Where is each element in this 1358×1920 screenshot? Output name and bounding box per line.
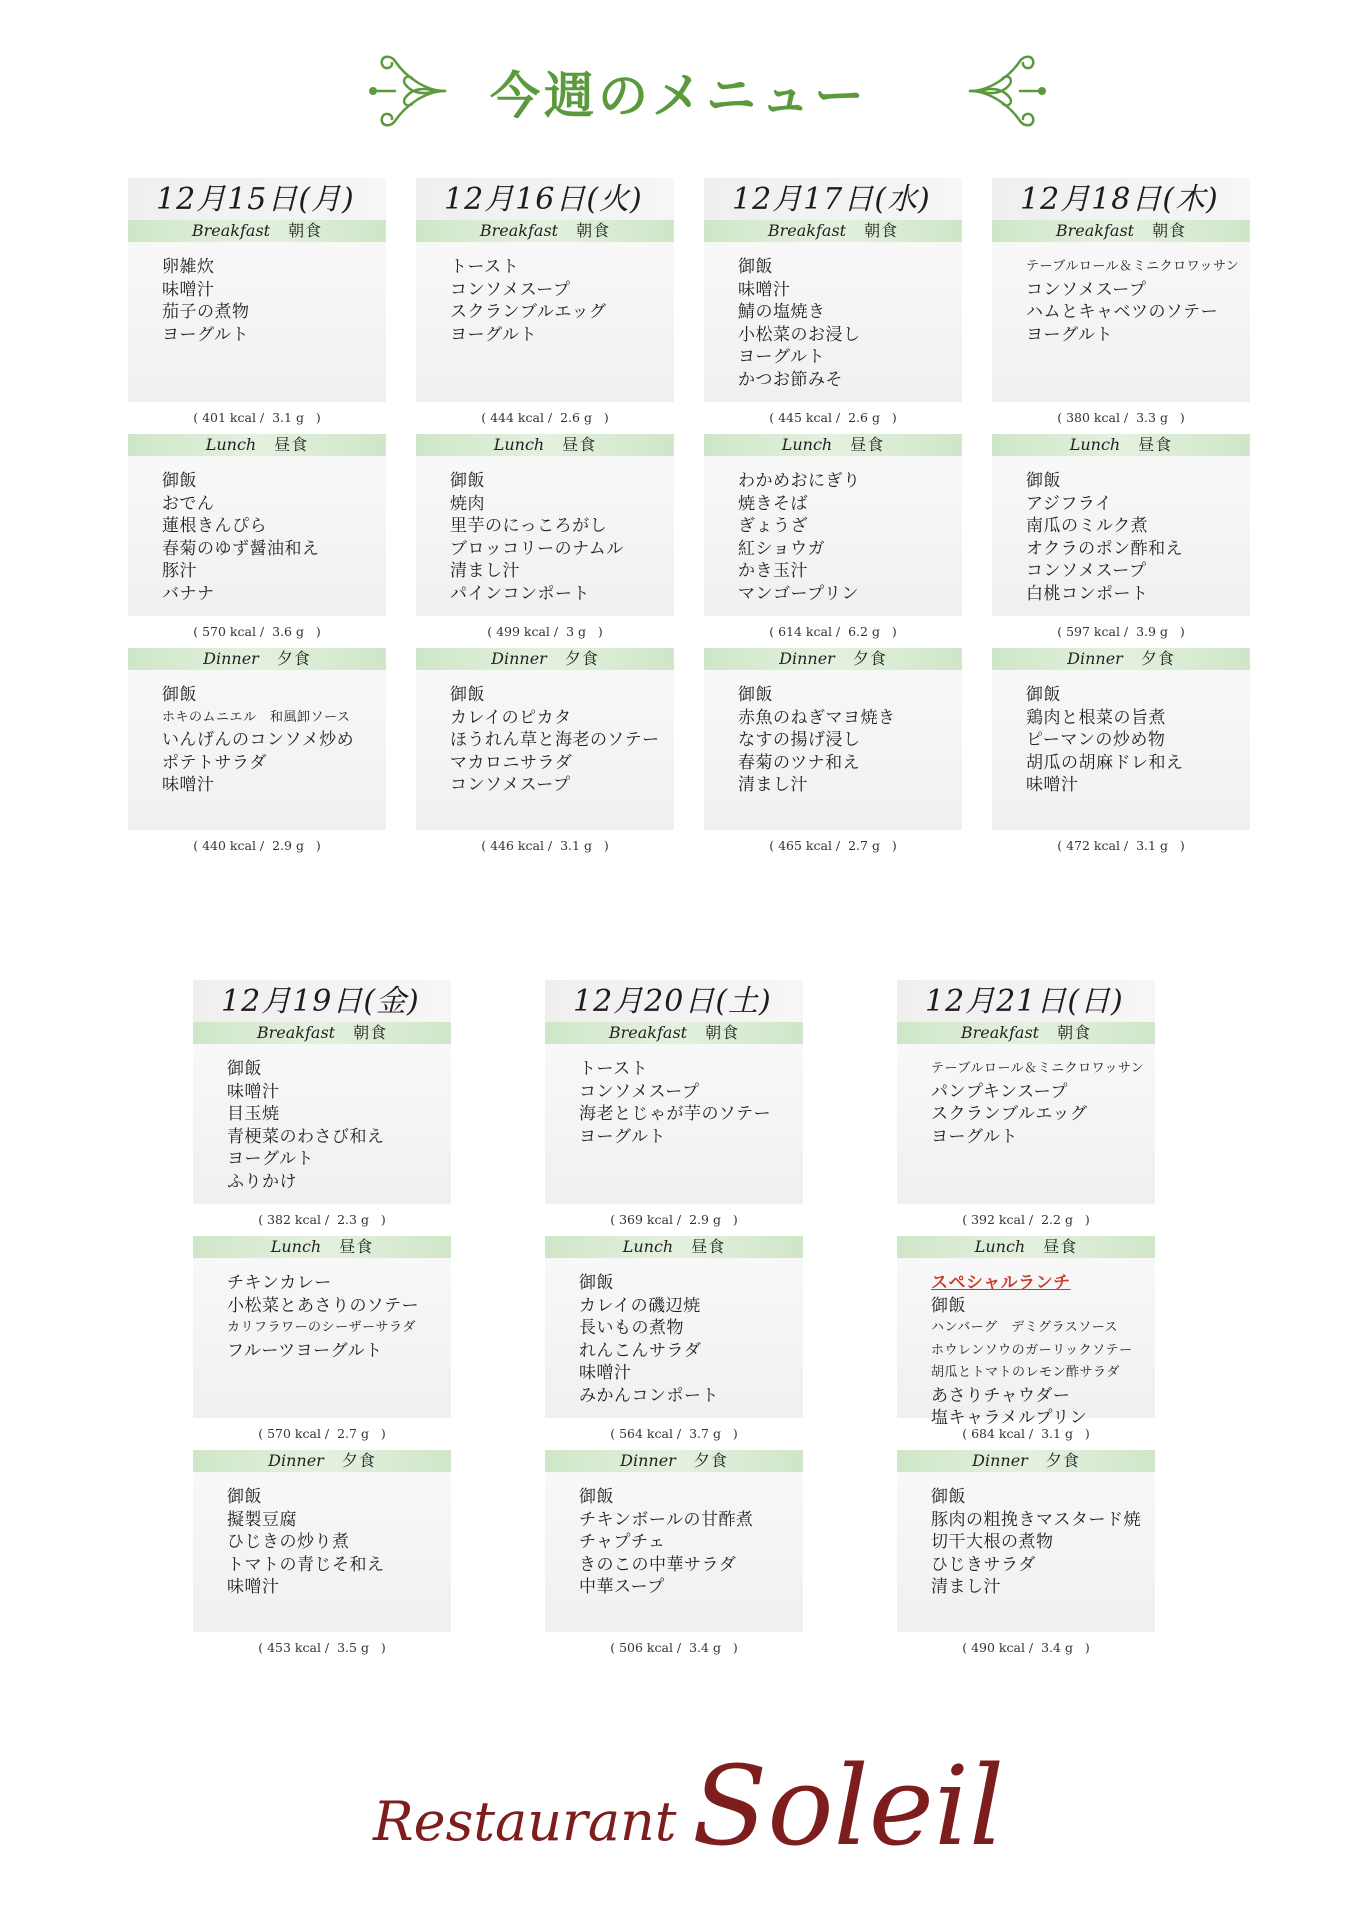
restaurant-logo [0,1742,1358,1872]
salt: 3.9 g [1136,624,1168,639]
menu-item: テーブルロール＆ミニクロワッサン [931,1061,1145,1076]
menu-item: 味噌汁 [227,1577,280,1597]
meal-name-en: Breakfast [1055,221,1135,240]
menu-item: れんこんサラダ [579,1340,702,1361]
menu-item: パインコンポート [450,583,590,604]
menu-item: ヨーグルト [227,1149,314,1169]
meal-name-en: Lunch [1069,435,1121,454]
menu-item: コンソメスープ [450,279,571,300]
menu-item: 春菊のツナ和え [738,752,861,773]
meal-items [897,1472,1155,1632]
page-header [0,38,1358,138]
menu-item: きのこの中華サラダ [579,1554,737,1575]
menu-item: カレイの磯辺焼 [579,1295,701,1316]
menu-item: 御飯 [227,1059,262,1079]
menu-item: 御飯 [738,257,773,277]
page-title: 今週のメニュー [490,66,868,125]
menu-item: 塩キャラメルプリン [931,1408,1088,1428]
menu-item: ホキのムニエル 和風卸ソース [162,709,351,725]
meal-name-en: Breakfast [191,221,271,240]
day-card [128,178,386,862]
salt: 2.9 g [689,1212,721,1227]
menu-item: チキンカレー [227,1273,332,1293]
meal-name-jp: 夕食 [564,649,599,668]
salt: 3.5 g [337,1640,369,1655]
calories: 440 kcal [202,838,256,853]
nutrition-info: ( 392 kcal / 2.2 g ) [962,1212,1090,1227]
meal-section [992,648,1250,862]
menu-item: コンソメスープ [579,1081,700,1102]
nutrition-info: ( 401 kcal / 3.1 g ) [193,410,321,425]
nutrition-info: ( 684 kcal / 3.1 g ) [962,1426,1090,1441]
meal-name-en: Breakfast [960,1023,1040,1042]
meal-items [897,1044,1155,1204]
menu-item: 味噌汁 [162,775,215,795]
nutrition-info: ( 465 kcal / 2.7 g ) [769,838,897,853]
calories: 446 kcal [490,838,544,853]
menu-item: 御飯 [450,685,485,705]
menu-item: 小松菜のお浸し [738,324,861,345]
menu-item: 茄子の煮物 [162,302,250,322]
meal-section [416,434,674,648]
meal-name-jp: 夕食 [1045,1451,1080,1470]
menu-item: マカロニサラダ [450,752,573,773]
menu-item: 白桃コンポート [1026,583,1149,604]
meal-header [704,220,962,242]
salt: 6.2 g [848,624,880,639]
menu-item: チャプチェ [579,1532,666,1552]
menu-item: ヨーグルト [450,324,537,345]
meal-items [193,1472,451,1632]
menu-item: ヨーグルト [162,324,249,345]
meal-name-en: Breakfast [479,221,559,240]
menu-item: ホウレンソウのガーリックソテー [931,1342,1133,1358]
meal-header [545,1236,803,1258]
nutrition-info: ( 506 kcal / 3.4 g ) [610,1640,738,1655]
meal-section [992,220,1250,434]
meal-section [193,1022,451,1236]
nutrition-info: ( 444 kcal / 2.6 g ) [481,410,609,425]
menu-item: 味噌汁 [579,1363,632,1383]
menu-item: 紅ショウガ [738,538,826,559]
ornament-right-icon [960,46,1050,136]
menu-item: 味噌汁 [227,1081,280,1102]
menu-item: 南瓜のミルク煮 [1026,516,1149,536]
menu-item: フルーツヨーグルト [227,1340,383,1361]
calories: 570 kcal [202,624,256,639]
menu-item: コンソメスープ [1026,279,1147,300]
menu-item: ひじきサラダ [931,1554,1036,1575]
meal-header [128,434,386,456]
salt: 3.1 g [560,838,592,853]
menu-item: 御飯 [1026,471,1061,491]
nutrition-info: ( 453 kcal / 3.5 g ) [258,1640,386,1655]
menu-item: 御飯 [738,685,773,705]
menu-item: 焼きそば [738,493,808,514]
menu-item: 味噌汁 [738,279,791,300]
menu-item: オクラのポン酢和え [1026,538,1184,559]
menu-item: ブロッコリーのナムル [450,538,624,559]
meal-items [897,1258,1155,1428]
menu-item: カリフラワーのシーザーサラダ [227,1320,416,1335]
menu-item: かつお節みそ [738,369,843,390]
meal-section [545,1022,803,1236]
meal-items [992,670,1250,830]
calories: 444 kcal [490,410,544,425]
calories: 465 kcal [778,838,832,853]
calories: 382 kcal [267,1212,321,1227]
salt: 2.3 g [337,1212,369,1227]
menu-item: 切干大根の煮物 [931,1532,1054,1552]
meal-section [416,220,674,434]
meal-items [128,456,386,616]
meal-name-jp: 夕食 [852,649,887,668]
meal-name-jp: 夕食 [276,649,311,668]
calories: 453 kcal [267,1640,321,1655]
calories: 614 kcal [778,624,832,639]
menu-item: コンソメスープ [1026,561,1147,581]
day-date: 12月21日(日) [897,980,1155,1022]
salt: 2.7 g [848,838,880,853]
calories: 369 kcal [619,1212,673,1227]
nutrition-info: ( 369 kcal / 2.9 g ) [610,1212,738,1227]
nutrition-info: ( 446 kcal / 3.1 g ) [481,838,609,853]
day-card [193,980,451,1664]
calories: 445 kcal [778,410,832,425]
meal-header [416,434,674,456]
salt: 3.1 g [272,410,304,425]
meal-items [193,1258,451,1418]
menu-item: アジフライ [1026,493,1113,514]
meal-items [193,1044,451,1204]
meal-name-jp: 朝食 [288,221,323,240]
day-card [897,980,1155,1664]
meal-header [897,1236,1155,1258]
meal-items [545,1258,803,1418]
nutrition-info: ( 380 kcal / 3.3 g ) [1057,410,1185,425]
calories: 564 kcal [619,1426,673,1441]
menu-item: 蓮根きんぴら [162,516,267,536]
menu-item: おでん [162,493,215,514]
meal-header [545,1450,803,1472]
day-card [704,178,962,862]
meal-section [704,220,962,434]
salt: 2.9 g [272,838,304,853]
meal-items [416,456,674,616]
meal-name-jp: 昼食 [691,1237,726,1256]
menu-item: ポテトサラダ [162,752,267,773]
salt: 3.4 g [1041,1640,1073,1655]
meal-name-jp: 昼食 [562,435,597,454]
menu-item: 御飯 [1026,685,1061,705]
menu-item: ぎょうざ [738,516,808,536]
meal-name-jp: 朝食 [864,221,899,240]
meal-header [704,434,962,456]
menu-item: ふりかけ [227,1171,297,1192]
meal-items [545,1472,803,1632]
menu-item: スクランブルエッグ [931,1104,1088,1124]
salt: 3.7 g [689,1426,721,1441]
menu-item: トースト [579,1059,649,1079]
meal-section [704,648,962,862]
meal-header [897,1022,1155,1044]
menu-item: 長いもの煮物 [579,1318,684,1338]
menu-item: ヨーグルト [931,1126,1018,1147]
menu-item: 青梗菜のわさび和え [227,1126,385,1147]
menu-item: チキンボールの甘酢煮 [579,1509,754,1530]
meal-section [897,1236,1155,1450]
nutrition-info: ( 570 kcal / 3.6 g ) [193,624,321,639]
day-date: 12月15日(月) [128,178,386,220]
menu-item: みかんコンポート [579,1385,719,1406]
nutrition-info: ( 490 kcal / 3.4 g ) [962,1640,1090,1655]
meal-name-en: Lunch [622,1237,674,1256]
calories: 472 kcal [1066,838,1120,853]
meal-name-jp: 夕食 [1140,649,1175,668]
menu-item: ヨーグルト [1026,324,1113,345]
meal-header [193,1022,451,1044]
menu-item: わかめおにぎり [738,471,861,491]
meal-name-en: Lunch [493,435,545,454]
meal-items [704,670,962,830]
meal-name-jp: 昼食 [850,435,885,454]
meal-header [992,434,1250,456]
menu-item: 鯖の塩焼き [738,302,826,322]
meal-header [416,648,674,670]
salt: 3.4 g [689,1640,721,1655]
menu-item: ハンバーグ デミグラスソース [931,1320,1119,1335]
menu-item: ひじきの炒り煮 [227,1532,350,1552]
menu-item: 清まし汁 [450,561,520,581]
meal-name-jp: 昼食 [339,1237,374,1256]
menu-item: かき玉汁 [738,561,808,581]
salt: 2.7 g [337,1426,369,1441]
meal-section [193,1236,451,1450]
menu-item: 里芋のにっころがし [450,516,608,536]
logo-restaurant: Restaurant [373,1790,677,1853]
meal-header [128,220,386,242]
day-card [416,178,674,862]
day-card [545,980,803,1664]
meal-name-en: Dinner [268,1451,324,1470]
menu-item: 胡瓜の胡麻ドレ和え [1026,752,1184,773]
menu-item: 小松菜とあさりのソテー [227,1295,420,1316]
menu-item: 擬製豆腐 [227,1509,297,1530]
menu-item: スクランブルエッグ [450,302,607,322]
menu-item: ピーマンの炒め物 [1026,730,1166,750]
meal-name-en: Dinner [972,1451,1028,1470]
salt: 2.6 g [848,410,880,425]
menu-item: 御飯 [579,1273,614,1293]
meal-header [897,1450,1155,1472]
nutrition-info: ( 597 kcal / 3.9 g ) [1057,624,1185,639]
menu-item: 焼肉 [450,493,485,514]
day-date: 12月19日(金) [193,980,451,1022]
meal-name-en: Lunch [781,435,833,454]
meal-name-jp: 朝食 [1152,221,1187,240]
meal-name-en: Dinner [620,1451,676,1470]
menu-item: 中華スープ [579,1577,665,1597]
calories: 506 kcal [619,1640,673,1655]
meal-name-jp: 昼食 [1138,435,1173,454]
meal-name-jp: 昼食 [1043,1237,1078,1256]
meal-header [193,1450,451,1472]
nutrition-info: ( 445 kcal / 2.6 g ) [769,410,897,425]
menu-item: 御飯 [931,1295,966,1316]
menu-item: 御飯 [227,1487,262,1507]
meal-items [128,670,386,830]
meal-items [416,670,674,830]
menu-item: 味噌汁 [162,279,215,300]
meal-section [545,1450,803,1664]
menu-item: 春菊のゆず醤油和え [162,538,320,559]
calories: 570 kcal [267,1426,321,1441]
meal-items [992,242,1250,402]
nutrition-info: ( 472 kcal / 3.1 g ) [1057,838,1185,853]
meal-section [897,1022,1155,1236]
menu-item: 清まし汁 [738,775,808,795]
nutrition-info: ( 440 kcal / 2.9 g ) [193,838,321,853]
meal-items [128,242,386,402]
nutrition-info: ( 564 kcal / 3.7 g ) [610,1426,738,1441]
menu-item: カレイのピカタ [450,707,572,728]
day-card [992,178,1250,862]
day-date: 12月17日(水) [704,178,962,220]
calories: 684 kcal [971,1426,1025,1441]
menu-item: 赤魚のねぎマヨ焼き [738,707,896,728]
salt: 3.3 g [1136,410,1168,425]
salt: 3 g [566,624,586,639]
meal-section [128,648,386,862]
meal-name-jp: 夕食 [341,1451,376,1470]
meal-items [704,242,962,402]
meal-name-en: Dinner [203,649,259,668]
menu-item: いんげんのコンソメ炒め [162,730,355,750]
menu-item: マンゴープリン [738,583,859,604]
meal-items [545,1044,803,1204]
meal-header [992,648,1250,670]
menu-item: ヨーグルト [738,347,825,367]
meal-section [416,648,674,862]
meal-name-jp: 夕食 [693,1451,728,1470]
meal-items [416,242,674,402]
salt: 2.6 g [560,410,592,425]
menu-item: コンソメスープ [450,775,571,795]
salt: 3.1 g [1041,1426,1073,1441]
meal-header [416,220,674,242]
salt: 2.2 g [1041,1212,1073,1227]
menu-item: 御飯 [450,471,485,491]
menu-item: 豚肉の粗挽きマスタード焼 [931,1509,1141,1530]
nutrition-info: ( 614 kcal / 6.2 g ) [769,624,897,639]
meal-header [128,648,386,670]
salt: 3.1 g [1136,838,1168,853]
menu-item: 味噌汁 [1026,775,1079,795]
meal-name-en: Breakfast [767,221,847,240]
menu-item: 鶏肉と根菜の旨煮 [1026,707,1166,728]
meal-name-en: Lunch [205,435,257,454]
menu-item: ほうれん草と海老のソテー [450,730,660,750]
meal-section [193,1450,451,1664]
menu-item: なすの揚げ浸し [738,730,861,750]
menu-item: 御飯 [931,1487,966,1507]
meal-header [545,1022,803,1044]
meal-name-en: Dinner [779,649,835,668]
menu-item: トースト [450,257,520,277]
menu-item: 胡瓜とトマトのレモン酢サラダ [931,1365,1120,1380]
meal-name-en: Dinner [1067,649,1123,668]
meal-name-en: Breakfast [608,1023,688,1042]
meal-header [992,220,1250,242]
meal-items [704,456,962,616]
meal-name-en: Breakfast [256,1023,336,1042]
menu-item: 御飯 [162,685,197,705]
day-date: 12月20日(土) [545,980,803,1022]
meal-section [897,1450,1155,1664]
calories: 597 kcal [1066,624,1120,639]
meal-name-jp: 朝食 [705,1023,740,1042]
calories: 499 kcal [496,624,550,639]
meal-name-jp: 朝食 [1057,1023,1092,1042]
menu-item: ヨーグルト [579,1126,666,1147]
menu-item: パンプキンスープ [931,1081,1068,1102]
meal-header [704,648,962,670]
meal-name-en: Lunch [270,1237,322,1256]
menu-item: 卵雑炊 [162,257,215,277]
menu-item: 御飯 [162,471,197,491]
meal-section [128,220,386,434]
menu-item: 目玉焼 [227,1104,280,1124]
menu-item: 清まし汁 [931,1577,1001,1597]
meal-section [992,434,1250,648]
menu-item: トマトの青じそ和え [227,1554,385,1575]
calories: 401 kcal [202,410,256,425]
special-lunch-label: スペシャルランチ [931,1273,1071,1293]
meal-name-jp: 朝食 [576,221,611,240]
nutrition-info: ( 382 kcal / 2.3 g ) [258,1212,386,1227]
logo-soleil: Soleil [692,1742,1005,1870]
menu-item: テーブルロール＆ミニクロワッサン [1026,259,1240,274]
salt: 3.6 g [272,624,304,639]
meal-name-jp: 昼食 [274,435,309,454]
menu-item: あさりチャウダー [931,1385,1071,1406]
meal-name-en: Lunch [974,1237,1026,1256]
calories: 392 kcal [971,1212,1025,1227]
meal-name-en: Dinner [491,649,547,668]
meal-section [128,434,386,648]
calories: 380 kcal [1066,410,1120,425]
nutrition-info: ( 570 kcal / 2.7 g ) [258,1426,386,1441]
meal-section [545,1236,803,1450]
meal-section [704,434,962,648]
menu-item: 海老とじゃが芋のソテー [579,1104,772,1124]
menu-item: バナナ [162,583,215,604]
meal-items [992,456,1250,616]
menu-item: 御飯 [579,1487,614,1507]
day-date: 12月18日(木) [992,178,1250,220]
meal-name-jp: 朝食 [353,1023,388,1042]
meal-header [193,1236,451,1258]
nutrition-info: ( 499 kcal / 3 g ) [487,624,603,639]
menu-item: 豚汁 [162,561,197,581]
day-date: 12月16日(火) [416,178,674,220]
calories: 490 kcal [971,1640,1025,1655]
menu-item: ハムとキャベツのソテー [1026,302,1219,322]
